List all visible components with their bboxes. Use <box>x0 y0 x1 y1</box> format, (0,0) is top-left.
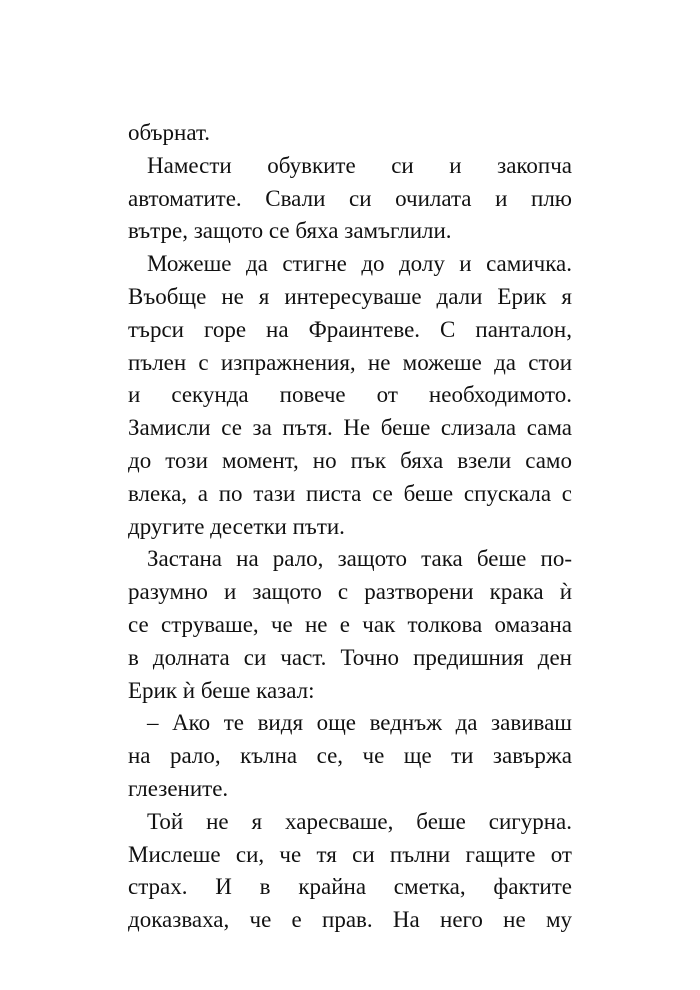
text-line: Той не я харесваше, беше сигурна. <box>147 808 572 834</box>
text-line: другите десетки пъти. <box>128 513 345 539</box>
text-line: на рало, кълна се, че ще ти завържа <box>128 743 572 769</box>
text-line: Замисли се за пътя. Не беше слизала сама <box>128 415 572 441</box>
paragraph <box>128 543 572 707</box>
text-line: обърнат. <box>128 120 211 145</box>
paragraph <box>128 117 572 150</box>
text-line: разумно и защото с разтворени крака ѝ <box>128 579 572 605</box>
paragraph <box>128 248 572 543</box>
page-text <box>128 117 572 937</box>
paragraph <box>128 806 572 937</box>
text-line: вътре, защото се бяха замъглили. <box>128 218 452 244</box>
text-line: Намести обувките си и закопча <box>147 152 572 178</box>
text-line: търси горе на Фраинтеве. С панталон, <box>128 316 572 342</box>
text-line: и секунда повече от необходимото. <box>128 382 572 408</box>
text-line: Можеше да стигне до долу и самичка. <box>147 251 572 277</box>
text-line: пълен с изпражнения, не можеше да стои <box>128 349 572 375</box>
text-line: влека, а по тази писта се беше спускала с <box>128 480 572 506</box>
paragraph <box>128 707 572 805</box>
text-line: – Ако те видя още веднъж да завиваш <box>147 710 572 736</box>
text-line: автоматите. Свали си очилата и плю <box>128 185 572 211</box>
text-line: Въобще не я интересуваше дали Ерик я <box>128 283 572 309</box>
text-line: до този момент, но пък бяха взели само <box>128 447 572 473</box>
text-line: Застана на рало, защото така беше по- <box>147 546 572 572</box>
text-line: глезените. <box>128 775 229 801</box>
paragraph <box>128 150 572 248</box>
text-line: страх. И в крайна сметка, фактите <box>128 874 572 900</box>
text-line: в долната си част. Точно предишния ден <box>128 644 572 670</box>
text-line: Ерик ѝ беше казал: <box>128 677 315 703</box>
text-line: доказваха, че е прав. На него не му <box>128 907 572 933</box>
text-line: се струваше, че не е чак толкова омазана <box>128 611 572 637</box>
text-line: Мислеше си, че тя си пълни гащите от <box>128 841 572 867</box>
